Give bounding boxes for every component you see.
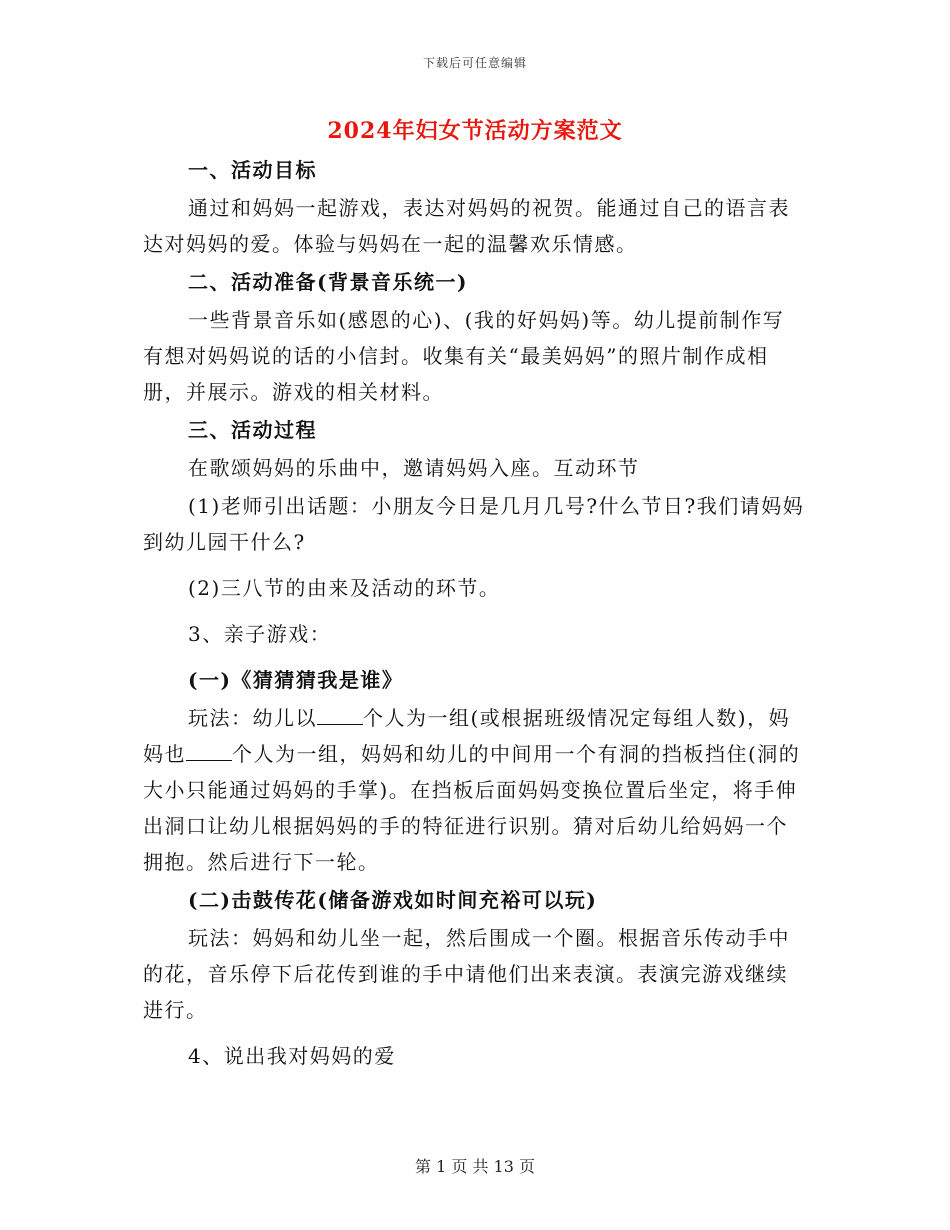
- section-heading-goals: 一、活动目标: [188, 158, 317, 182]
- section-heading-preparation: 二、活动准备(背景音乐统一): [188, 270, 468, 294]
- section-heading-process: 三、活动过程: [188, 418, 317, 442]
- paragraph-line: 在歌颂妈妈的乐曲中，邀请妈妈入座。互动环节: [188, 456, 640, 480]
- paragraph-text: 个人为一组(或根据班级情况定每组人数)，妈: [363, 706, 791, 730]
- paragraph-line: 大小只能通过妈妈的手掌)。在挡板后面妈妈变换位置后坐定，将手伸: [143, 778, 798, 802]
- document-title: 2024年妇女节活动方案范文: [327, 118, 623, 144]
- document-body: [143, 152, 808, 1074]
- page-header-note: 下载后可任意编辑: [422, 56, 527, 70]
- paragraph-line: 3、亲子游戏：: [188, 622, 332, 646]
- paragraph-line: (1)老师引出话题：小朋友今日是几月几号?什么节日?我们请妈妈: [188, 494, 805, 518]
- paragraph-line: 一些背景音乐如(感恩的心)、(我的好妈妈)等。幼儿提前制作写: [188, 308, 785, 332]
- paragraph-line: 有想对妈妈说的话的小信封。收集有关“最美妈妈”的照片制作成相: [143, 344, 769, 368]
- paragraph-line: [143, 736, 808, 772]
- paragraph-line: 的花，音乐停下后花传到谁的手中请他们出来表演。表演完游戏继续: [143, 962, 788, 986]
- game-heading-guess: (一)《猜猜猜我是谁》: [188, 668, 404, 692]
- paragraph-line: 拥抱。然后进行下一轮。: [143, 850, 380, 874]
- game-heading-drum: (二)击鼓传花(储备游戏如时间充裕可以玩): [188, 888, 598, 912]
- fill-in-blank: [317, 706, 363, 725]
- paragraph-line: 4、说出我对妈妈的爱: [188, 1044, 396, 1068]
- paragraph-text: 妈也: [143, 742, 186, 766]
- fill-in-blank: [186, 742, 232, 761]
- paragraph-line: 出洞口让幼儿根据妈妈的手的特征进行识别。猜对后幼儿给妈妈一个: [143, 814, 788, 838]
- paragraph-text: 个人为一组，妈妈和幼儿的中间用一个有洞的挡板挡住(洞的: [232, 742, 801, 766]
- paragraph-line: 达对妈妈的爱。体验与妈妈在一起的温馨欢乐情感。: [143, 232, 638, 256]
- page-number-footer: 第 1 页 共 13 页: [415, 1157, 535, 1176]
- paragraph-line: (2)三八节的由来及活动的环节。: [188, 576, 501, 600]
- paragraph-text: 玩法：幼儿以: [188, 706, 317, 730]
- paragraph-line: 到幼儿园干什么?: [143, 530, 306, 554]
- paragraph-line: 通过和妈妈一起游戏，表达对妈妈的祝贺。能通过自己的语言表: [188, 196, 790, 220]
- paragraph-line: [143, 700, 808, 736]
- paragraph-line: 册，并展示。游戏的相关材料。: [143, 380, 444, 404]
- paragraph-line: 进行。: [143, 998, 208, 1022]
- paragraph-line: 玩法：妈妈和幼儿坐一起，然后围成一个圈。根据音乐传动手中: [188, 926, 790, 950]
